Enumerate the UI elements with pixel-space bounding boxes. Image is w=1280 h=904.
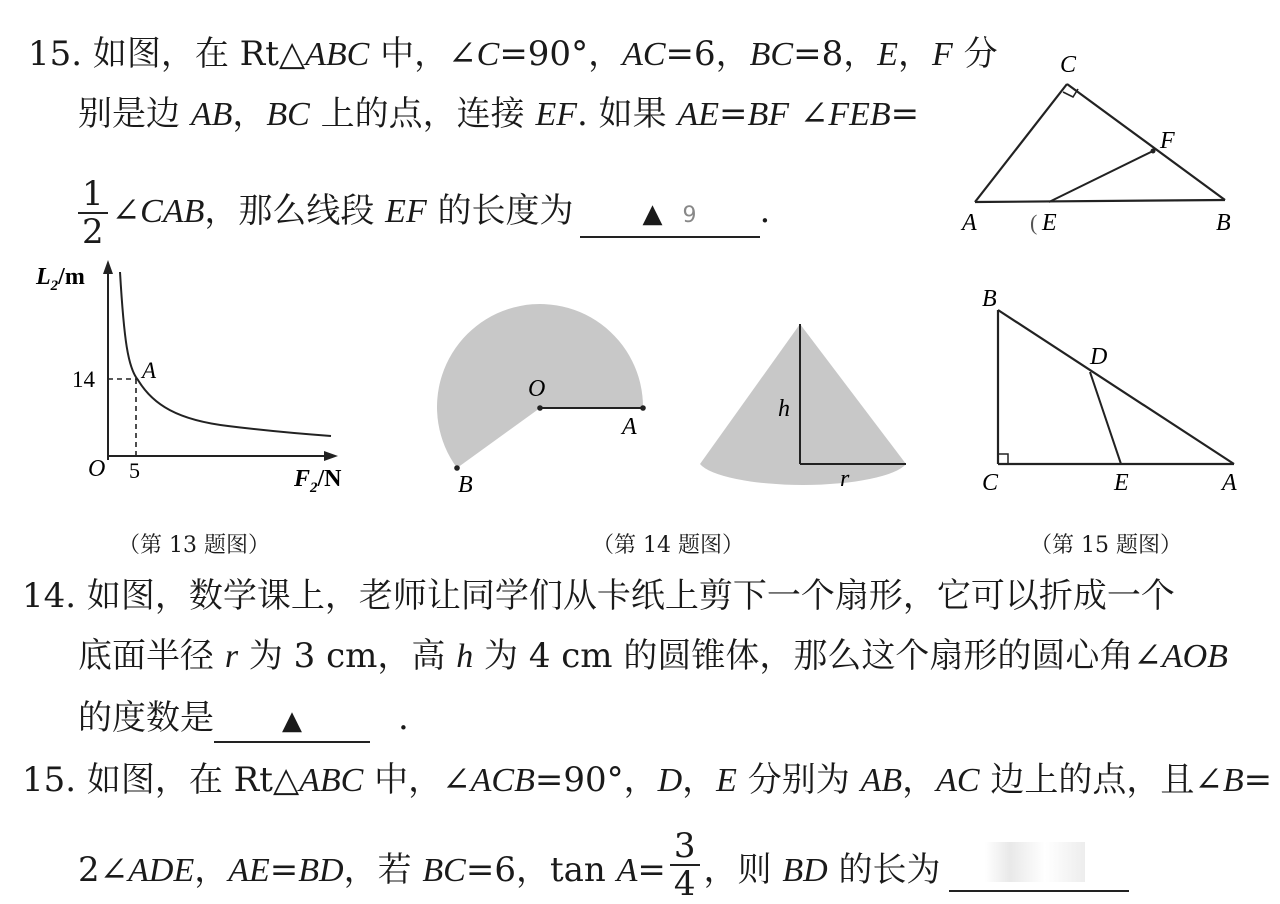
label-c: C (982, 470, 999, 496)
figure-13-graph (28, 250, 378, 510)
handwritten-scribble: 9 (682, 203, 697, 228)
point-a-label: A (142, 358, 157, 383)
label-b: B (1216, 210, 1231, 236)
curve-l2-f2 (120, 272, 331, 436)
label-d: D (1090, 344, 1108, 370)
q15-top-line1: 15. 如图，在 Rt△ABC 中，∠C=90°，AC=6，BC=8，E，F 分 (28, 34, 998, 74)
origin-label: O (88, 456, 106, 482)
figure-14-sector-cone (420, 280, 920, 510)
label-a: A (962, 210, 977, 236)
q15-top-line3: $\frac{1}{2}$ ∠CAB，那么线段 EF 的长度为 ▲ 9 . (74, 176, 770, 250)
q14-line1: 14. 如图，数学课上，老师让同学们从卡纸上剪下一个扇形，它可以折成一个 (22, 576, 1175, 616)
segment-de (1090, 372, 1121, 464)
triangle-marker-icon: ▲ (282, 706, 302, 736)
figure-15-triangle (970, 280, 1260, 510)
label-c: C (1060, 52, 1077, 78)
handwritten-mark: ( (1030, 210, 1038, 235)
q15-top-line2: 别是边 AB，BC 上的点，连接 EF. 如果 AE=BF ∠FEB= (78, 94, 920, 134)
point-a (640, 405, 646, 411)
side-ca (975, 84, 1067, 202)
label-f: F (1160, 128, 1175, 154)
caption-fig13: （第 13 题图） (118, 533, 270, 558)
point-o (537, 405, 543, 411)
q15-bottom-line1: 15. 如图，在 Rt△ABC 中，∠ACB=90°，D，E 分别为 AB，AC 边上的点，且∠B= (22, 760, 1273, 800)
triangle-marker-icon: ▲ (642, 199, 663, 229)
fraction-three-quarters: $\frac{3}{4}$ (670, 828, 700, 902)
bottom-right-blur (985, 842, 1085, 882)
label-a: A (622, 414, 637, 440)
caption-fig15: （第 15 题图） (1030, 533, 1182, 558)
label-b: B (982, 286, 997, 312)
answer-blank-q15-top[interactable] (580, 191, 760, 238)
figure-triangle-abc-ef (950, 40, 1250, 240)
fraction-one-half: $\frac{1}{2}$ (78, 176, 108, 250)
label-r: r (840, 466, 850, 492)
answer-blank-q14[interactable] (214, 698, 370, 743)
x-tick-5: 5 (129, 458, 140, 483)
side-ab (998, 310, 1234, 464)
y-axis-arrow-icon (103, 260, 113, 274)
label-e: E (1042, 210, 1057, 236)
cone-shape (700, 324, 906, 485)
label-h: h (778, 396, 790, 422)
x-axis-arrow-icon (324, 451, 338, 461)
y-tick-14: 14 (72, 367, 95, 392)
q14-line3: 的度数是 ▲ . (78, 698, 409, 743)
segment-ef (1049, 151, 1153, 202)
q15-bottom-line2: 2∠ADE，AE=BD，若 BC=6，tan A= $\frac{3}{4}$ ，则 BD 的长为 (78, 842, 1129, 902)
q14-line2: 底面半径 r 为 3 cm，高 h 为 4 cm 的圆锥体，那么这个扇形的圆心角∠AOB (78, 636, 1228, 676)
side-ab (975, 200, 1225, 202)
label-a: A (1222, 470, 1237, 496)
label-e: E (1114, 470, 1129, 496)
label-o: O (528, 376, 546, 402)
point-b (454, 465, 460, 471)
x-axis-label: $F_2/N$ (294, 466, 342, 496)
y-axis-label: $L_2/m$ (36, 264, 85, 294)
caption-fig14: （第 14 题图） (592, 533, 744, 558)
label-b: B (458, 472, 473, 498)
point-f (1151, 149, 1156, 154)
right-angle-mark (998, 454, 1008, 464)
